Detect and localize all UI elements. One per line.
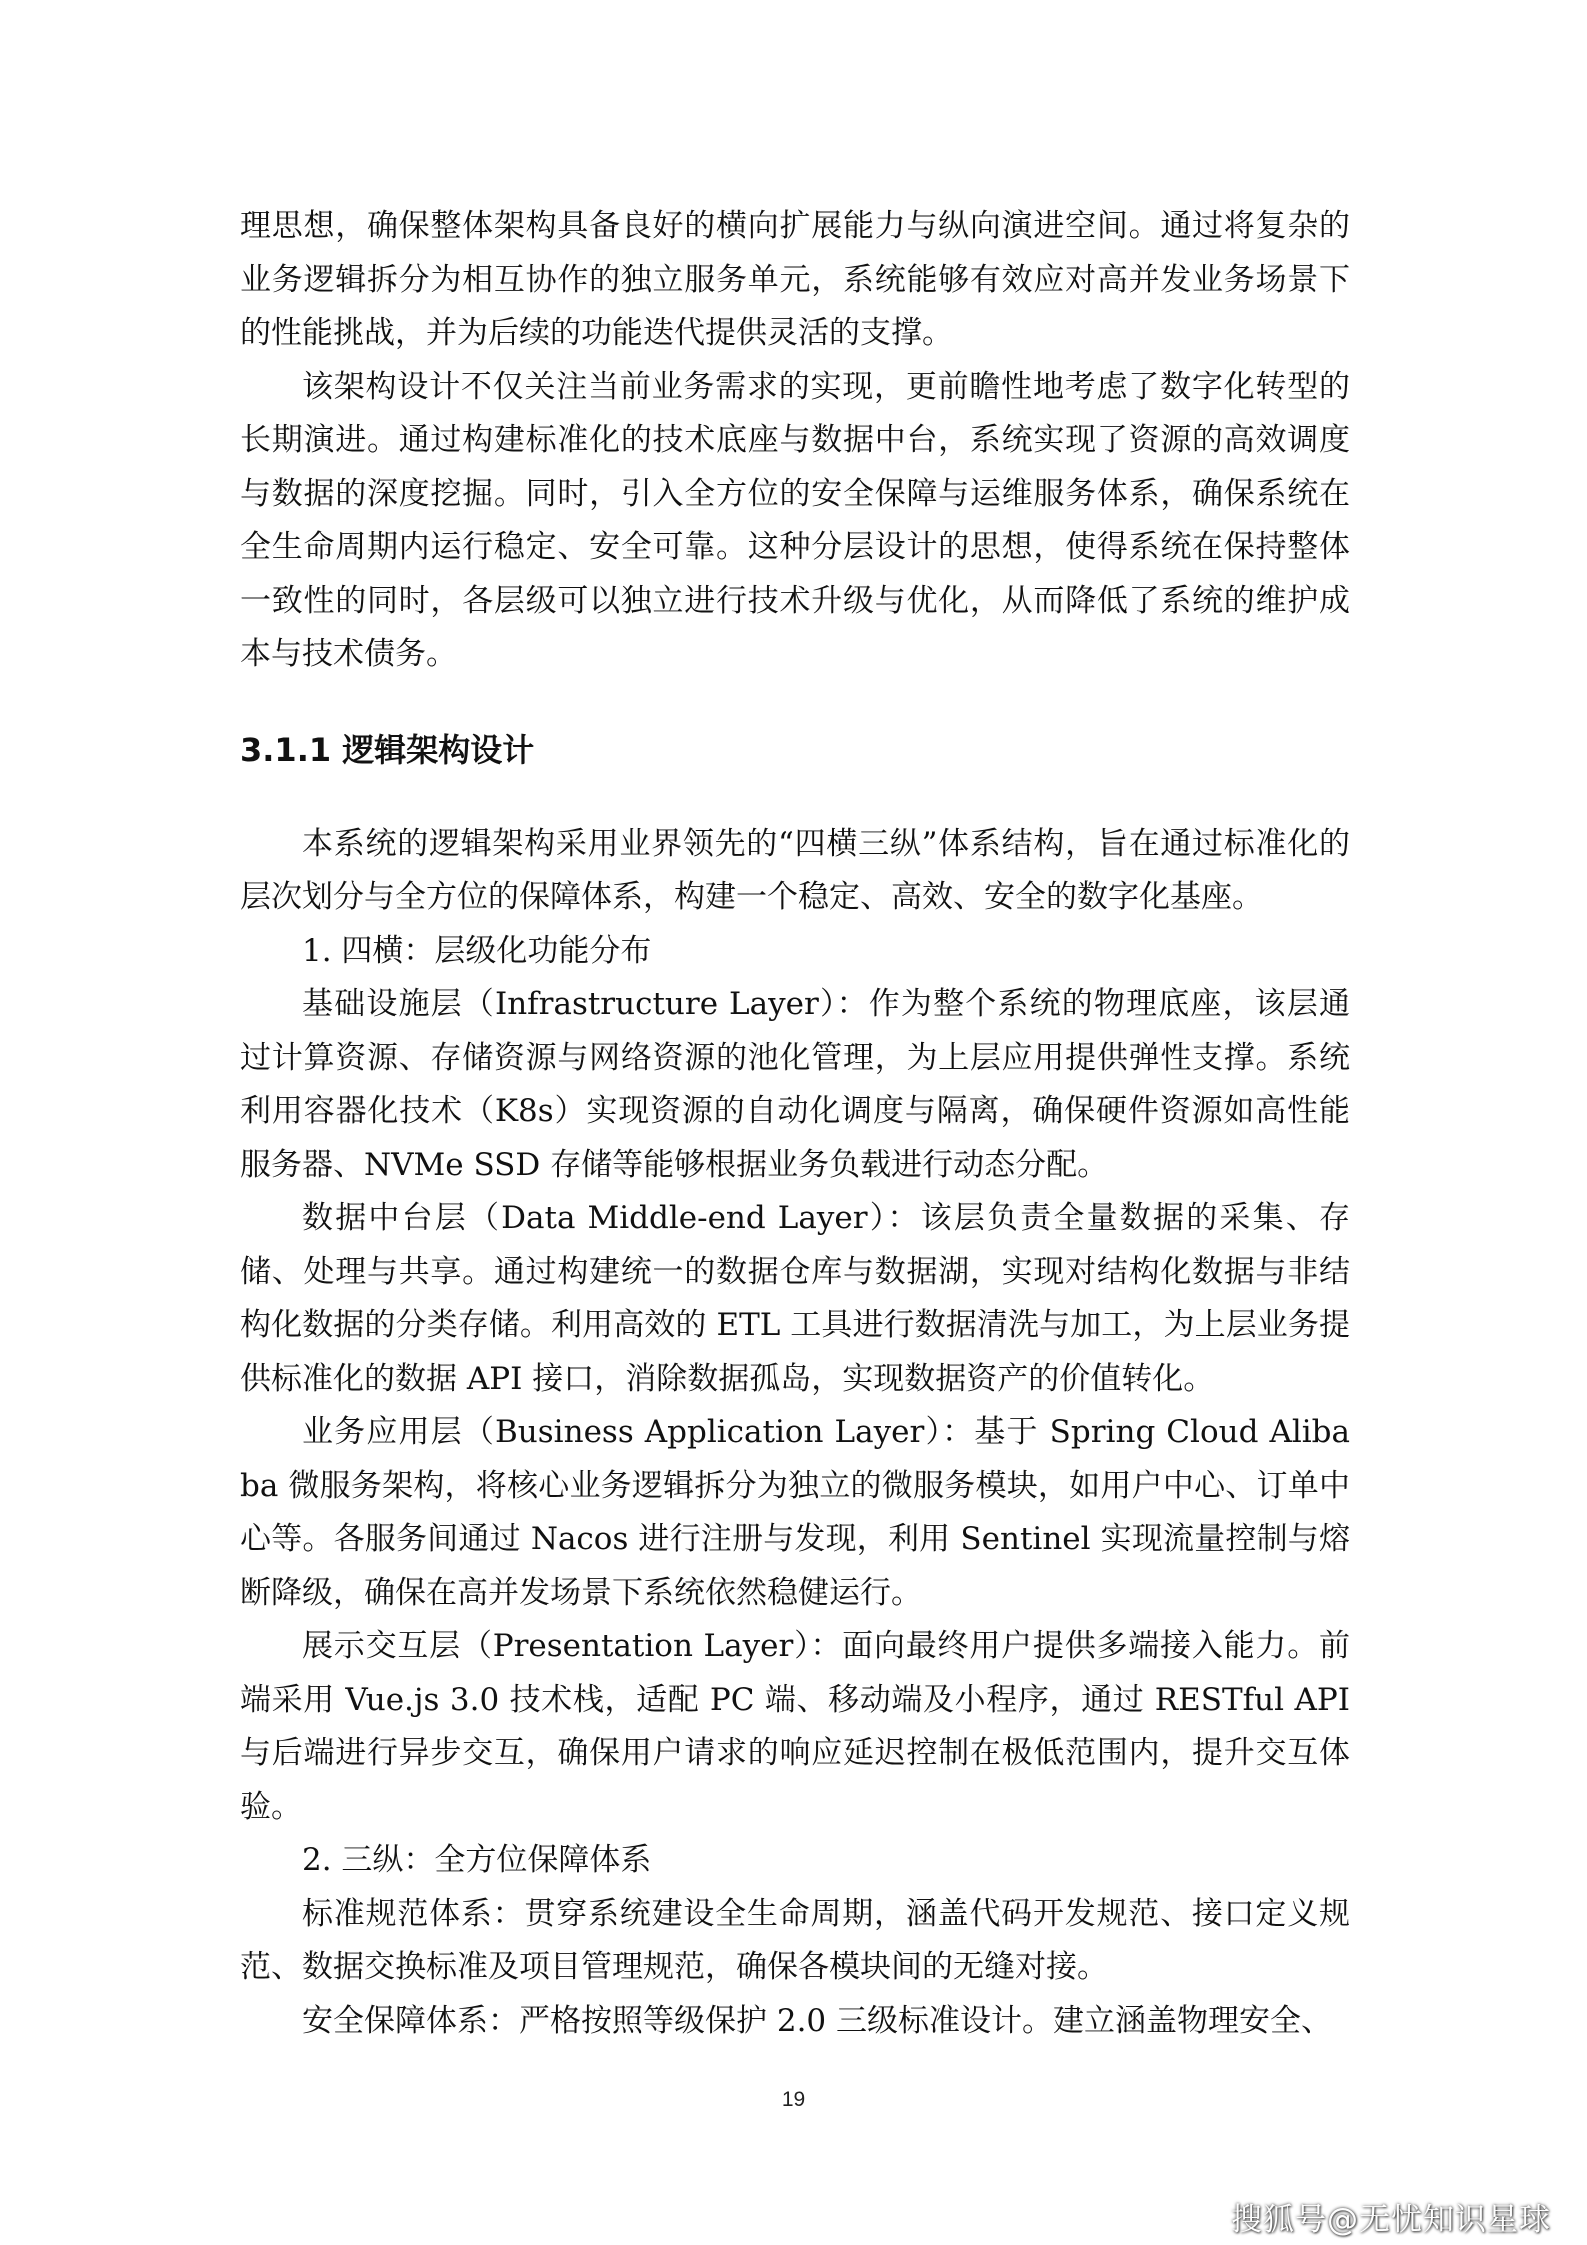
section-heading: 3.1.1 逻辑架构设计: [240, 730, 535, 769]
paragraph-standards-system: 标准规范体系：贯穿系统建设全生命周期，涵盖代码开发规范、接口定义规范、数据交换标准及项目管理规范，确保各模块间的无缝对接。: [240, 1895, 1350, 1985]
paragraph-intro: 本系统的逻辑架构采用业界领先的“四横三纵”体系结构，旨在通过标准化的层次划分与全方位的保障体系，构建一个稳定、高效、安全的数字化基座。: [240, 825, 1350, 915]
paragraph-data-middle-layer: 数据中台层（Data Middle-end Layer）：该层负责全量数据的采集、存储、处理与共享。通过构建统一的数据仓库与数据湖，实现对结构化数据与非结构化数据的分类存储。利用高效的 ETL 工具进行数据清洗与加工，为上层业务提供标准化的数据 API 接口，消除数据孤岛，实现数据资产的价值转化。: [240, 1200, 1350, 1397]
page-number: 19: [781, 2088, 806, 2111]
paragraph-architecture-overview: 该架构设计不仅关注当前业务需求的实现，更前瞻性地考虑了数字化转型的长期演进。通过构建标准化的技术底座与数据中台，系统实现了资源的高效调度与数据的深度挖掘。同时，引入全方位的安全保障与运维服务体系，确保系统在全生命周期内运行稳定、安全可靠。这种分层设计的思想，使得系统在保持整体一致性的同时，各层级可以独立进行技术升级与优化，从而降低了系统的维护成本与技术债务。: [240, 368, 1350, 672]
paragraph-continued: 理思想，确保整体架构具备良好的横向扩展能力与纵向演进空间。通过将复杂的业务逻辑拆分为相互协作的独立服务单元，系统能够有效应对高并发业务场景下的性能挑战，并为后续的功能迭代提供灵活的支撑。: [240, 208, 1350, 351]
list-heading-four-horizontal: 1. 四横：层级化功能分布: [302, 932, 652, 969]
paragraph-presentation-layer: 展示交互层（Presentation Layer）：面向最终用户提供多端接入能力。前端采用 Vue.js 3.0 技术栈，适配 PC 端、移动端及小程序，通过 RESTful API 与后端进行异步交互，确保用户请求的响应延迟控制在极低范围内，提升交互体验。: [240, 1628, 1350, 1825]
list-heading-three-vertical: 2. 三纵：全方位保障体系: [302, 1842, 652, 1878]
paragraph-security-system: 安全保障体系：严格按照等级保护 2.0 三级标准设计。建立涵盖物理安全、: [302, 2002, 1333, 2039]
page-content: [240, 200, 1350, 2048]
paragraph-business-layer: 业务应用层（Business Application Layer）：基于 Spring Cloud Alibaba 微服务架构，将核心业务逻辑拆分为独立的微服务模块，如用户中心、订单中心等。各服务间通过 Nacos 进行注册与发现，利用 Sentinel 实现流量控制与熔断降级，确保在高并发场景下系统依然稳健运行。: [240, 1414, 1350, 1611]
paragraph-infrastructure-layer: 基础设施层（Infrastructure Layer）：作为整个系统的物理底座，该层通过计算资源、存储资源与网络资源的池化管理，为上层应用提供弹性支撑。系统利用容器化技术（K8s）实现资源的自动化调度与隔离，确保硬件资源如高性能服务器、NVMe SSD 存储等能够根据业务负载进行动态分配。: [240, 986, 1350, 1183]
watermark: 搜狐号@无忧知识星球: [1231, 2202, 1551, 2238]
